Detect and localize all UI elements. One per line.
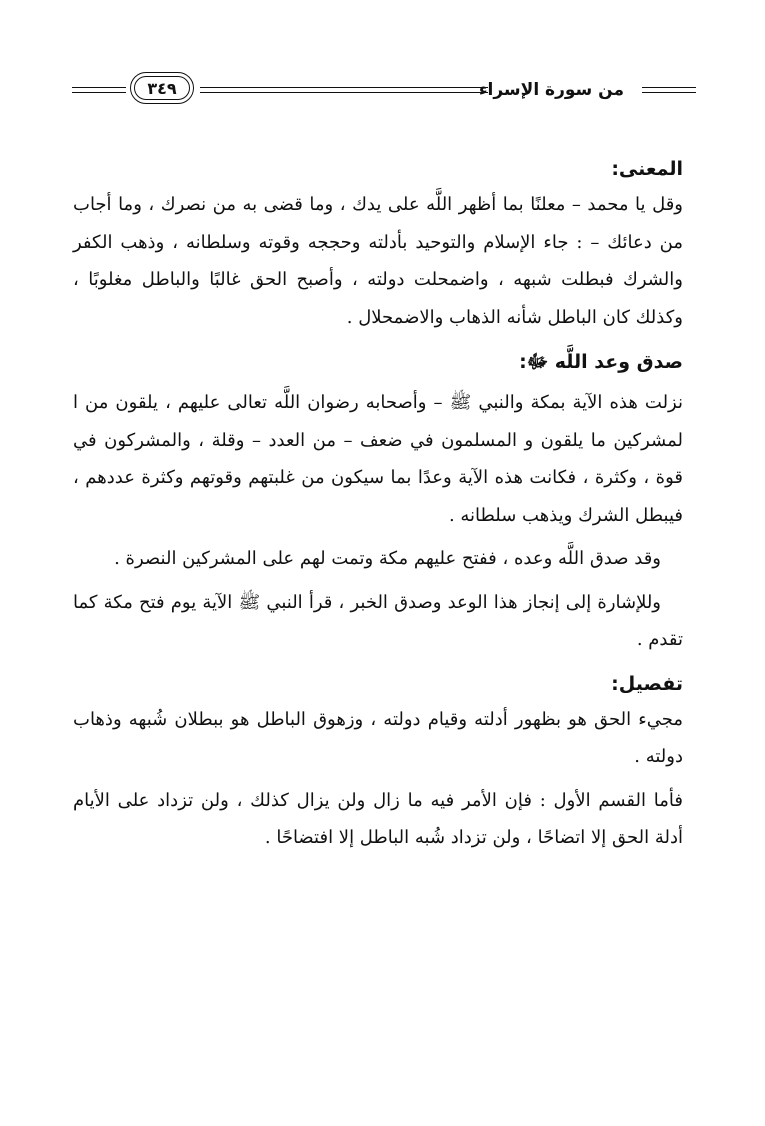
paragraph-revelation: نزلت هذه الآية بمكة والنبي ﷺ – وأصحابه رضوان اللَّه تعالى عليهم ، يلقون من ا لمشركين ما يلقون و المسلمون في ضعف – من العدد – وقلة ، والمشركون في قوة ، وكثرة ، فكانت هذه الآية وعدًا بما سيكون من غلبتهم وقوتهم وكثرة عددهم ، فيبطل الشرك ويذهب سلطانه . (73, 392, 683, 526)
section-heading-promise: صدق وعد اللَّه ﷻ: (519, 351, 683, 373)
header-rule-middle-bottom (200, 92, 488, 93)
header-rule-right-top (642, 87, 696, 88)
paragraph-fulfilment: وقد صدق اللَّه وعده ، ففتح عليهم مكة وتمت لهم على المشركين النصرة . (114, 548, 661, 569)
header-rule-left-top (72, 87, 126, 88)
paragraph-first-part: فأما القسم الأول : فإن الأمر فيه ما زال ولن يزال كذلك ، ولن تزداد على الأيام أدلة الحق إلا اتضاحًا ، ولن تزداد شُبه الباطل إلا افتضاحًا . (73, 789, 683, 848)
paragraph-truth-and-falsehood: مجيء الحق هو بظهور أدلته وقيام دولته ، وزهوق الباطل هو ببطلان شُبهه وذهاب دولته . (73, 708, 683, 767)
header-rule-right-bottom (642, 92, 696, 93)
paragraph-meaning: وقل يا محمد – معلنًا بما أظهر اللَّه على يدك ، وما قضى به من نصرك ، وما أجاب من دعائك – : جاء الإسلام والتوحيد بأدلته وحججه وقوته وسلطانه ، وذهب الكفر والشرك فبطلت شبهه ، واضمحلت دولته ، وأصبح الحق غالبًا والباطل مغلوبًا ، وكذلك كان الباطل شأنه الذهاب والاضمحلال . (73, 194, 683, 328)
surah-title: من سورة الإسراء (478, 80, 624, 100)
page-header (72, 70, 696, 114)
page-number-frame (130, 72, 194, 104)
header-rule-left-bottom (72, 92, 126, 93)
page-number: ٣٤٩ (134, 76, 190, 100)
header-rule-middle-top (200, 87, 488, 88)
section-heading-meaning: المعنى: (611, 158, 683, 180)
page-content (73, 150, 683, 863)
section-heading-detail: تفصيل: (611, 672, 683, 695)
paragraph-recitation: وللإشارة إلى إنجاز هذا الوعد وصدق الخبر ، قرأ النبي ﷺ الآية يوم فتح مكة كما تقدم . (73, 591, 683, 650)
